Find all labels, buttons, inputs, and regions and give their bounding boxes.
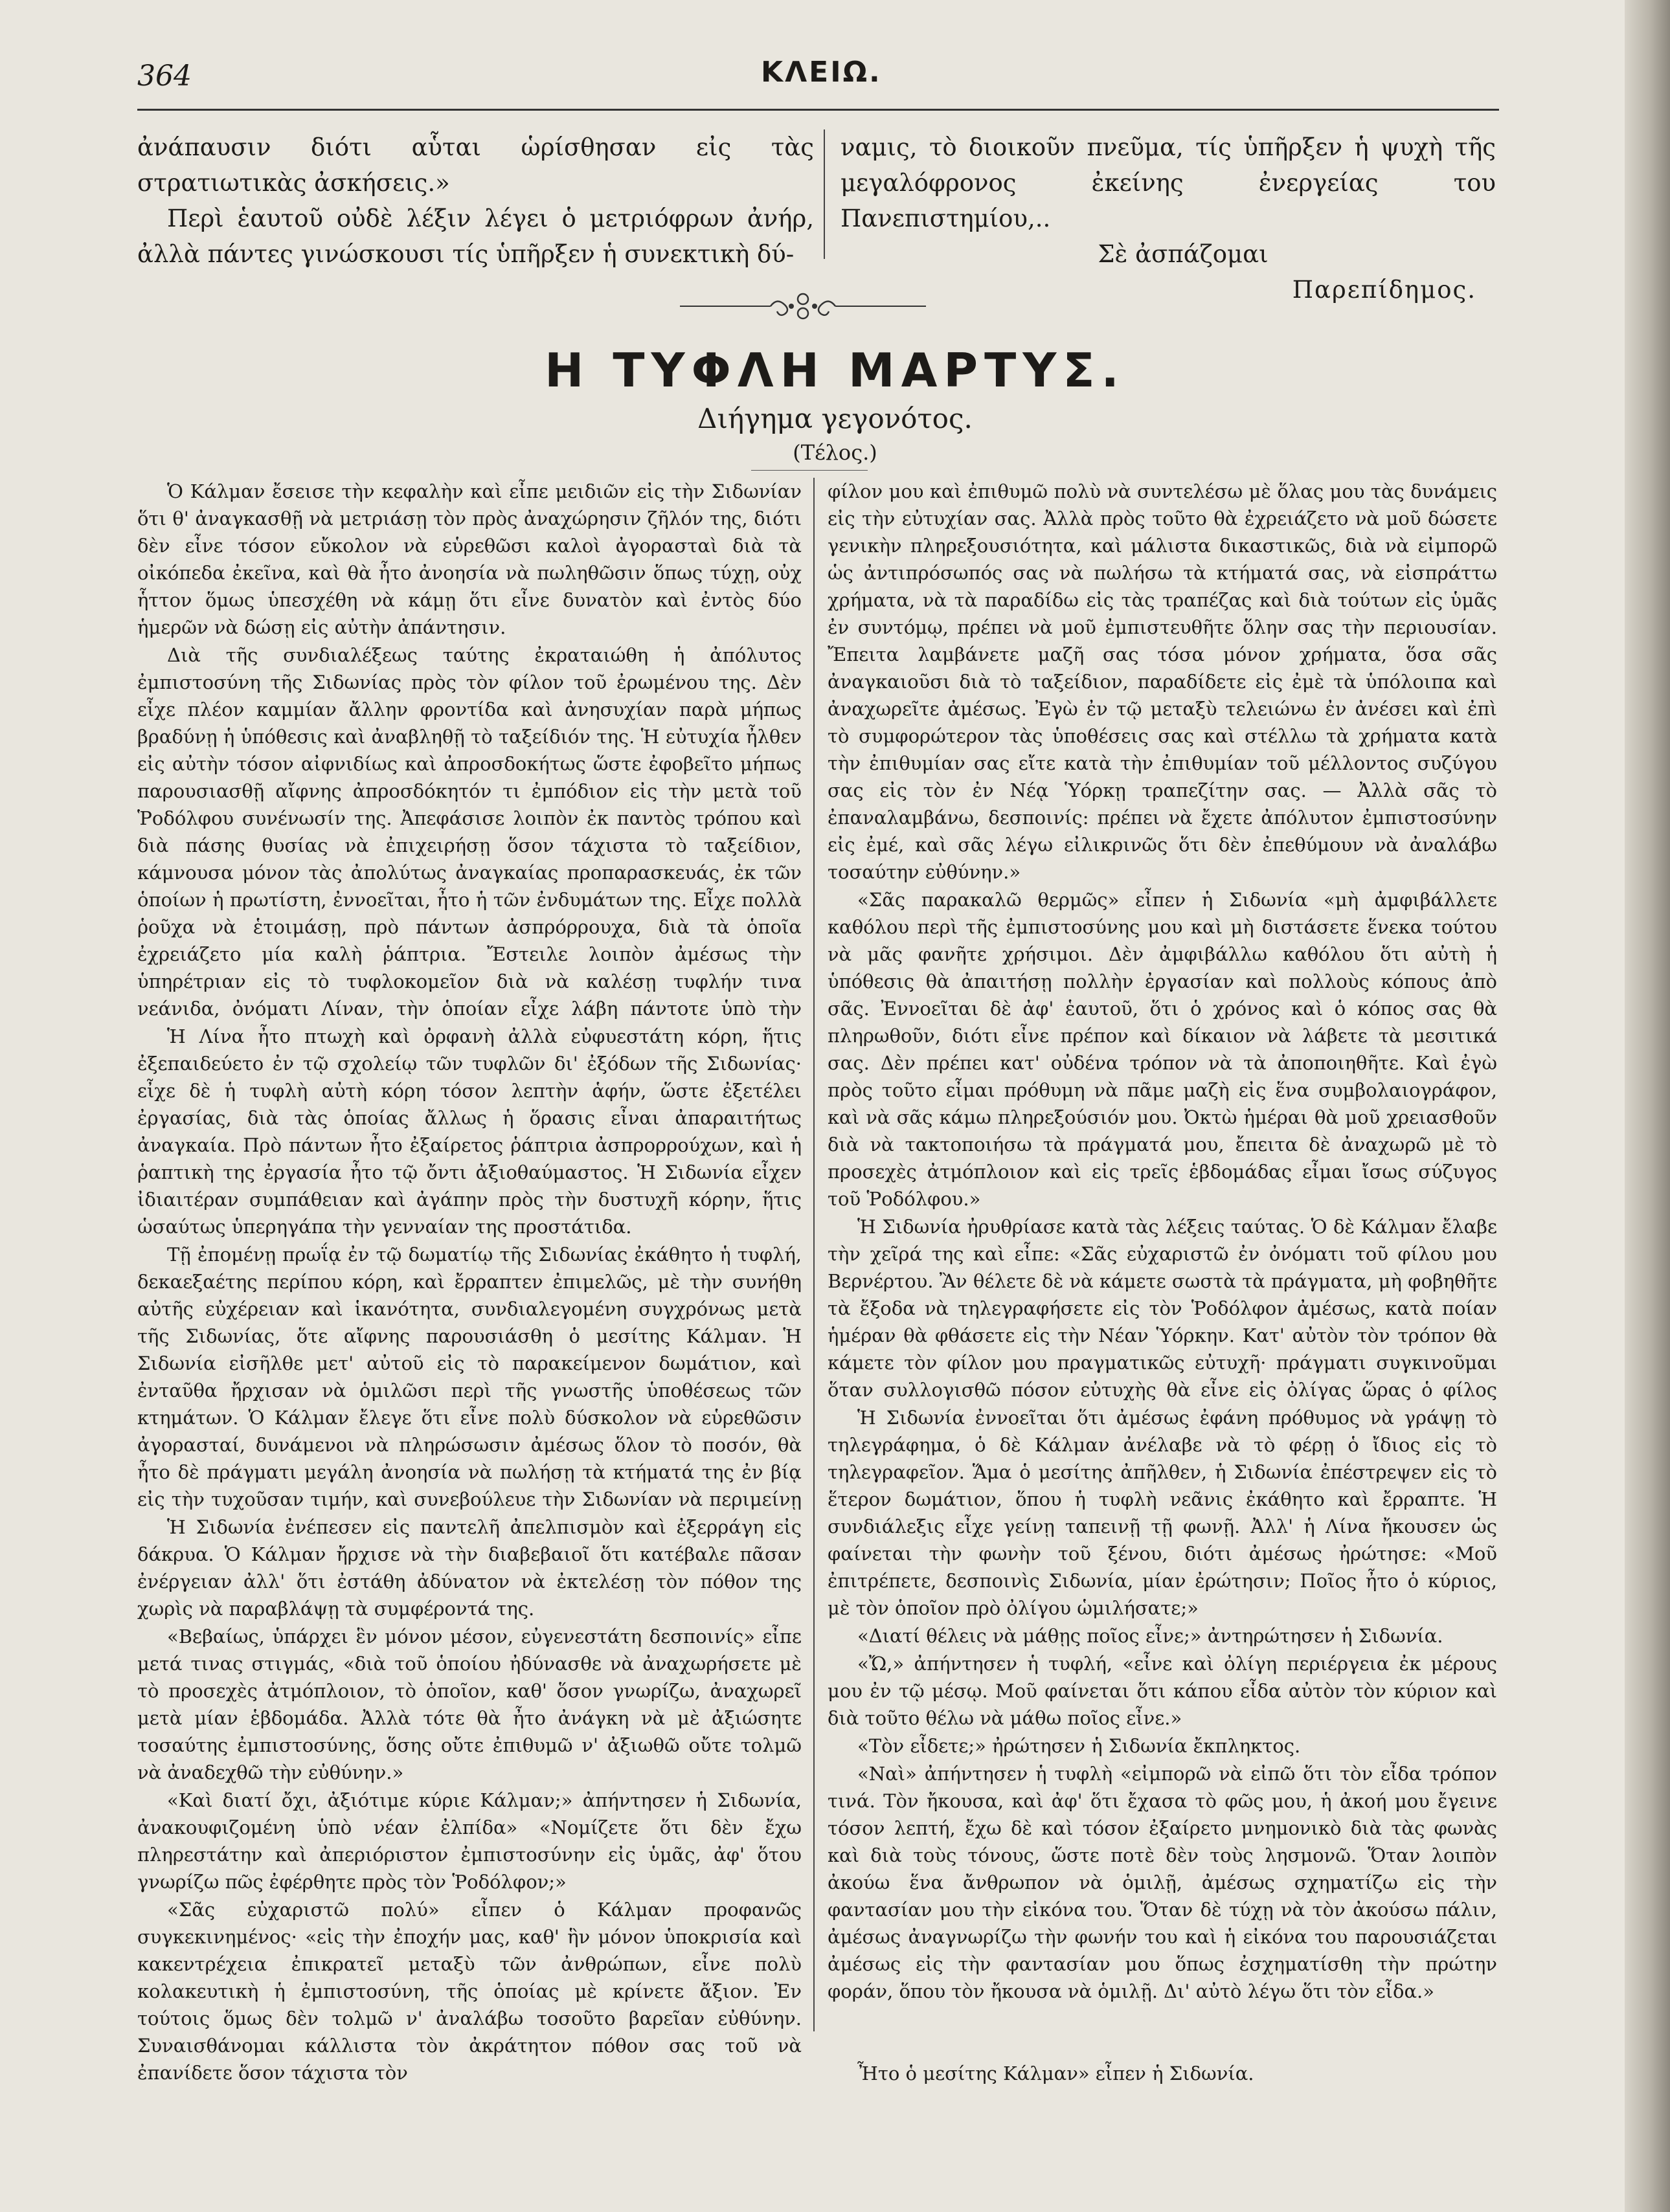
paragraph: «Τὸν εἶδετε;» ἠρώτησεν ἡ Σιδωνία ἔκπληκτος. [857, 1735, 1301, 1757]
article-subtitle: Διήγημα γεγονότος. [697, 403, 973, 434]
paragraph: Ὁ Κάλμαν ἔσεισε τὴν κεφαλὴν καὶ εἶπε μειδιῶν εἰς τὴν Σιδωνίαν ὅτι θ' ἀναγκασθῇ νὰ μετριάσῃ τὸν πρὸς ἀναχώρησιν ζῆλόν της, διότι δὲν εἶνε τόσον εὔκολον νὰ εὑρεθῶσι καλοὶ ἀγορασταὶ διὰ τὰ οἰκόπεδα ἐκεῖνα, καὶ θὰ ἦτο ἀνοησία νὰ πωληθῶσιν ὅπως τύχῃ, οὐχ ἧττον ὅμως ὑπεσχέθη νὰ κάμῃ ὅτι εἶνε δυνατὸν καὶ ἐντὸς δύο ἡμερῶν νὰ δώσῃ εἰς αὐτὴν ἀπάντησιν. [137, 480, 802, 638]
column-divider [813, 478, 815, 2031]
letter-greeting: Σὲ ἀσπάζομαι [1098, 240, 1269, 268]
article-title: Η ΤΥΦΛΗ ΜΑΡΤΥΣ. [545, 343, 1125, 397]
paragraph: «Σᾶς παρακαλῶ θερμῶς» εἶπεν ἡ Σιδωνία «μὴ ἀμφιβάλλετε καθόλου περὶ τῆς ἐμπιστοσύνης μου καὶ μὴ διστάσετε ἕνεκα τούτου νὰ μᾶς φανῆτε χρήσιμοι. Δὲν ἀμφιβάλλω καθόλου ὅτι αὐτὴ ἡ ὑπόθεσις θὰ ἀπαιτήσῃ πολλὴν ἐργασίαν καὶ πολλοὺς κόπους ἀπὸ σᾶς. Ἐννοεῖται δὲ ἀφ' ἑαυτοῦ, ὅτι ὁ χρόνος καὶ ὁ κόπος σας θὰ πληρωθοῦν, διότι εἶνε πρέπον καὶ δίκαιον νὰ λάβετε τὰ μεσιτικά σας. Δὲν πρέπει κατ' οὐδένα τρόπον νὰ τὰ ἀποποιηθῆτε. Καὶ ἐγὼ πρὸς τοῦτο εἶμαι πρόθυμη νὰ πᾶμε μαζὴ εἰς ἕνα συμβολαιογράφον, καὶ νὰ σᾶς κάμω πληρεξούσιόν μου. Ὀκτὼ ἡμέραι θὰ μοῦ χρειασθοῦν διὰ νὰ τακτοποιήσω τὰ πράγματά μου, ἔπειτα δὲ ἀναχωρῶ μὲ τὸ προσεχὲς ἀτμόπλοιον καὶ εἰς τρεῖς ἑβδομάδας εἶμαι ἴσως σύζυγος τοῦ Ῥοδόλφου.» [828, 889, 1497, 1210]
paragraph: Ἡ Λίνα ἦτο πτωχὴ καὶ ὀρφανὴ ἀλλὰ εὐφυεστάτη κόρη, ἥτις ἐξεπαιδεύετο ἐν τῷ σχολείῳ τῶν τυφλῶν δι' ἐξόδων τῆς Σιδωνίας· εἶχε δὲ ἡ τυφλὴ αὐτὴ κόρη τόσον λεπτὴν ἁφήν, ὥστε ἐξετέλει ἐργασίας, διὰ τὰς ὁποίας ἄλλως ἡ ὅρασις εἶναι ἀπαραιτήτως ἀναγκαία. Πρὸ πάντων ἦτο ἐξαίρετος ῥάπτρια ἀσπρορρούχων, καὶ ἡ ῥαπτικὴ της ἐργασία ἦτο τῷ ὄντι ἀξιοθαύμαστος. Ἡ Σιδωνία εἶχεν ἰδιαιτέραν συμπάθειαν καὶ ἀγάπην πρὸς τὴν δυστυχῆ κόρην, ἥτις ὡσαύτως ὑπερηγάπα τὴν γενναίαν της προστάτιδα. [137, 1025, 802, 1238]
paragraph: Τῇ ἐπομένῃ πρωΐᾳ ἐν τῷ δωματίῳ τῆς Σιδωνίας ἐκάθητο ἡ τυφλή, δεκαεξαέτης περίπου κόρη, καὶ ἔρραπτεν ἐπιμελῶς, μὲ τὴν συνήθη αὐτῆς εὐχέρειαν καὶ ἱκανότητα, συνδιαλεγομένη συγχρόνως μετὰ τῆς Σιδωνίας, ὅτε αἴφνης παρουσιάσθη ὁ μεσίτης Κάλμαν. Ἡ Σιδωνία εἰσῆλθε μετ' αὐτοῦ εἰς τὸ παρακείμενον δωμάτιον, καὶ ἐνταῦθα ἤρχισαν νὰ ὁμιλῶσι περὶ τῆς γνωστῆς ὑποθέσεως τῶν κτημάτων. Ὁ Κάλμαν ἔλεγε ὅτι εἶνε πολὺ δύσκολον νὰ εὑρεθῶσιν ἀγορασταί, δυνάμενοι νὰ πληρώσωσιν ἀμέσως ὅλον τὸ ποσόν, θὰ ἦτο δὲ πράγματι μεγάλη ἀνοησία νὰ πωλήσῃ τὰ κτήματά της ἐν βίᾳ εἰς τὴν τυχοῦσαν τιμήν, καὶ συνεβούλευε τὴν Σιδωνίαν νὰ περιμείνῃ [137, 1244, 802, 1510]
paragraph: Διὰ τῆς συνδιαλέξεως ταύτης ἐκραταιώθη ἡ ἀπόλυτος ἐμπιστοσύνη τῆς Σιδωνίας πρὸς τὸν φίλον τοῦ ἐρωμένου της. Δὲν εἶχε πλέον καμμίαν ἄλλην φροντίδα καὶ ἀνησυχίαν παρὰ μήπως βραδύνῃ ἡ ὑπόθεσις καὶ ἀναβληθῇ τὸ ταξείδιόν της. Ἡ εὐτυχία ἦλθεν εἰς αὐτὴν τόσον αἰφνιδίως καὶ ἀπροσδοκήτως ὥστε ἐφοβεῖτο μήπως παρουσιασθῇ αἴφνης ἀπροσδόκητόν τι ἐμπόδιον εἰς τὴν μετὰ τοῦ Ῥοδόλφου συνένωσίν της. Ἀπεφάσισε λοιπὸν ἐκ παντὸς τρόπου καὶ διὰ πάσης θυσίας νὰ ἐπιχειρήσῃ ὅσον τάχιστα τὸ ταξείδιον, κάμνουσα μόνον τὰς ἀπολύτως ἀναγκαίας προπαρασκευάς, ἐκ τῶν ὁποίων ἡ πρωτίστη, ἐννοεῖται, ἦτο ἡ τῶν ἐνδυμάτων της. Εἶχε πολλὰ ῥοῦχα νὰ ἑτοιμάσῃ, πρὸ πάντων ἀσπρόρρουχα, διὰ τὰ ὁποῖα ἐχρειάζετο μία καλὴ ῥάπτρια. Ἔστειλε λοιπὸν ἀμέσως τὴν ὑπηρέτριαν εἰς τὸ τυφλοκομεῖον διὰ νὰ καλέσῃ τυφλήν τινα νεάνιδα, ὀνόματι Λίναν, τὴν ὁποίαν εἶχε λάβη πάντοτε ὑπὸ τὴν [137, 644, 802, 1020]
journal-title: ΚΛΕΙΩ. [761, 56, 882, 89]
paragraph: «Ὤ,» ἀπήντησεν ἡ τυφλή, «εἶνε καὶ ὀλίγη περιέργεια ἐκ μέρους μου ἐν τῷ μέσῳ. Μοῦ φαίνεται ὅτι κάπου εἶδα αὐτὸν τὸν κύριον καὶ διὰ τοῦτο θέλω νὰ μάθω ποῖος εἶνε.» [828, 1653, 1497, 1729]
previous-article-left [137, 129, 814, 272]
paragraph: ναμις, τὸ διοικοῦν πνεῦμα, τίς ὑπῆρξεν ἡ ψυχὴ τῆς μεγαλόφρονος ἐκείνης ἐνεργείας του Πανεπιστημίου,.. [841, 133, 1496, 232]
left-column [137, 478, 802, 2187]
page-number: 364 [137, 60, 192, 93]
paragraph: «Βεβαίως, ὑπάρχει ἓν μόνον μέσον, εὐγενεστάτη δεσποινίς» εἶπε μετά τινας στιγμάς, «διὰ τοῦ ὁποίου ἠδύνασθε νὰ ἀναχωρήσετε μὲ τὸ προσεχὲς ἀτμόπλοιον, τὸ ὁποῖον, καθ' ὅσον γνωρίζω, ἀναχωρεῖ μετὰ μίαν ἑβδομάδα. Ἀλλὰ τότε θὰ ἦτο ἀνάγκη νὰ μὲ ἀξιώσητε τοσαύτης ἐμπιστοσύνης, ὅσης οὔτε ἐπιθυμῶ ν' ἀξιωθῶ οὔτε τολμῶ νὰ ἀναδεχθῶ τὴν εὐθύνην.» [137, 1625, 802, 1783]
paragraph: Ἡ Σιδωνία ἠρυθρίασε κατὰ τὰς λέξεις ταύτας. Ὁ δὲ Κάλμαν ἔλαβε τὴν χεῖρά της καὶ εἶπε: «Σᾶς εὐχαριστῶ ἐν ὀνόματι τοῦ φίλου μου Βερνέρτου. Ἂν θέλετε δὲ νὰ κάμετε σωστὰ τὰ πράγματα, μὴ φοβηθῆτε τὰ ἔξοδα νὰ τηλεγραφήσετε εἰς τὸν Ῥοδόλφον ἀμέσως, κατὰ ποίαν ἡμέραν θὰ φθάσετε εἰς τὴν Νέαν Ὑόρκην. Κατ' αὐτὸν τὸν τρόπον θὰ κάμετε τὸν φίλον μου πραγματικῶς εὐτυχῆ· πράγματι συγκινοῦμαι ὅταν συλλογισθῶ πόσον εὐτυχὴς θὰ εἶνε εἰς ὀλίγας ὥρας ὁ φίλος [828, 1216, 1497, 1401]
previous-article-right [841, 129, 1496, 307]
paragraph: φίλον μου καὶ ἐπιθυμῶ πολὺ νὰ συντελέσω μὲ ὅλας μου τὰς δυνάμεις εἰς τὴν εὐτυχίαν σας. Ἀλλὰ πρὸς τοῦτο θὰ ἐχρειάζετο νὰ μοῦ δώσετε γενικὴν πληρεξουσιότητα, καὶ μάλιστα δικαστικῶς, διὰ νὰ εἰμπορῶ ὡς ἀντιπρόσωπός σας νὰ πωλήσω τὰ κτήματά σας, νὰ εἰσπράττω χρήματα, νὰ τὰ παραδίδω εἰς τὰς τραπέζας καὶ διὰ τούτων εἰς ὑμᾶς ἐν συντόμῳ, πρέπει νὰ μοῦ ἐμπιστευθῆτε ὅλην σας τὴν περιουσίαν. Ἔπειτα λαμβάνετε μαζῆ σας τόσα μόνον χρήματα, ὅσα σᾶς ἀναγκαιοῦσι διὰ τὸ ταξείδιον, παραδίδετε εἰς ἐμὲ τὰ ὑπόλοιπα καὶ ἀναχωρεῖτε ἀμέσως. Ἐγὼ ἐν τῷ μεταξὺ τελειώνω ἐν ἀνέσει καὶ ἐπὶ τὸ συμφορώτερον τὰς ὑποθέσεις σας καὶ στέλλω τὰ χρήματα κατὰ τὴν ἐπιθυμίαν σας εἴτε κατὰ τὴν ἐπιθυμίαν τοῦ μέλλοντος συζύγου σας εἰς τὸν ἐν Νέᾳ Ὑόρκῃ τραπεζίτην σας. — Ἀλλὰ σᾶς τὸ ἐπαναλαμβάνω, δεσποινίς: πρέπει νὰ ἔχετε ἀπόλυτον ἐμπιστοσύνην εἰς ἐμέ, καὶ σᾶς λέγω εἰλικρινῶς ὅτι δὲν ἐπεθύμουν νὰ ἀναλάβω τοσαύτην εὐθύνην.» [828, 480, 1497, 883]
paragraph: «Σᾶς εὐχαριστῶ πολύ» εἶπεν ὁ Κάλμαν προφανῶς συγκεκινημένος· «εἰς τὴν ἐποχήν μας, καθ' ἣν μόνον ὑποκρισία καὶ κακεντρέχεια ἐπικρατεῖ μεταξὺ τῶν ἀνθρώπων, εἶνε πολὺ κολακευτικὴ ἡ ἐμπιστοσύνη, τῆς ὁποίας μὲ κρίνετε ἄξιον. Ἐν τούτοις ὅμως δὲν τολμῶ ν' ἀναλάβω τοσοῦτο βαρεῖαν εὐθύνην. Συναισθάνομαι κάλλιστα τὸν ἀκράτητον πόθον σας τοῦ νὰ ἐπανίδετε ὅσον τάχιστα τὸν [137, 1899, 802, 2084]
article-end-note: (Τέλος.) [793, 440, 877, 465]
header-rule [137, 109, 1499, 111]
ornament-divider [680, 290, 926, 322]
paragraph: Ἦτο ὁ μεσίτης Κάλμαν» εἶπεν ἡ Σιδωνία. [857, 2062, 1254, 2084]
paragraph: «Ναὶ» ἀπήντησεν ἡ τυφλὴ «εἰμπορῶ νὰ εἰπῶ ὅτι τὸν εἶδα τρόπον τινά. Τὸν ἤκουσα, καὶ ἀφ' ὅτι ἔχασα τὸ φῶς μου, ἡ ἀκοή μου ἔγεινε τόσον λεπτή, ἔχω δὲ καὶ τόσον ἐξαίρετο μνημονικὸ διὰ τὰς φωνὰς καὶ διὰ τοὺς τόνους, ὥστε ποτὲ δὲν τοὺς λησμονῶ. Ὅταν λοιπὸν ἀκούω ἕνα ἄνθρωπον νὰ ὁμιλῇ, ἀμέσως σχηματίζω εἰς τὴν φαντασίαν μου τὴν εἰκόνα του. Ὅταν δὲ τύχῃ νὰ τὸν ἀκούσω πάλιν, ἀμέσως ἀναγνωρίζω τὴν φωνήν του καὶ ἡ εἰκόνα του παρουσιάζεται ἀμέσως εἰς τὴν φαντασίαν μου ὅπως ἐσχηματίσθη τὴν πρώτην φοράν, ὅπου τὸν ἤκουσα νὰ ὁμιλῇ. Δι' αὐτὸ λέγω ὅτι τὸν εἶδα.» [828, 1763, 1497, 2002]
right-column [828, 478, 1497, 2187]
paragraph: Ἡ Σιδωνία ἐννοεῖται ὅτι ἀμέσως ἐφάνη πρόθυμος νὰ γράψῃ τὸ τηλεγράφημα, ὁ δὲ Κάλμαν ἀνέλαβε νὰ τὸ φέρῃ ὁ ἴδιος εἰς τὸ τηλεγραφεῖον. Ἅμα ὁ μεσίτης ἀπῆλθεν, ἡ Σιδωνία ἐπέστρεψεν εἰς τὸ ἕτερον δωμάτιον, ὅπου ἡ τυφλὴ νεᾶνις ἐκάθητο καὶ ἔρραπτε. Ἡ συνδιάλεξις εἶχε γείνῃ ταπεινῇ τῇ φωνῇ. Ἀλλ' ἡ Λίνα ἤκουσεν ὡς φαίνεται τὴν φωνὴν τοῦ ξένου, διότι ἀμέσως ἠρώτησε: «Μοῦ ἐπιτρέπετε, δεσποινὶς Σιδωνία, μίαν ἐρώτησιν; Ποῖος ἦτο ὁ κύριος, μὲ τὸν ὁποῖον πρὸ ὀλίγου ὡμιλήσατε;» [828, 1407, 1497, 1619]
paragraph: Περὶ ἑαυτοῦ οὐδὲ λέξιν λέγει ὁ μετριόφρων ἀνήρ, ἀλλὰ πάντες γινώσκουσι τίς ὑπῆρξεν ἡ συνεκτικὴ δύ- [137, 205, 814, 268]
paragraph: «Διατί θέλεις νὰ μάθῃς ποῖος εἶνε;» ἀντηρώτησεν ἡ Σιδωνία. [857, 1625, 1443, 1647]
column-divider-top [824, 129, 825, 259]
subtitle-rule [751, 470, 868, 471]
paragraph: «Καὶ διατί ὄχι, ἀξιότιμε κύριε Κάλμαν;» ἀπήντησεν ἡ Σιδωνία, ἀνακουφιζομένη ὑπὸ νέαν ἐλπίδα» «Νομίζετε ὅτι δὲν ἔχω πληρεστάτην καὶ ἀπεριόριστον ἐμπιστοσύνην εἰς ὑμᾶς, ἀφ' ὅτου γνωρίζω πῶς ἐφέρθητε πρὸς τὸν Ῥοδόλφον;» [137, 1789, 802, 1893]
letter-signature: Παρεπίδημος. [1292, 276, 1476, 304]
paragraph: Ἡ Σιδωνία ἐνέπεσεν εἰς παντελῆ ἀπελπισμὸν καὶ ἐξερράγη εἰς δάκρυα. Ὁ Κάλμαν ἤρχισε νὰ τὴν διαβεβαιοῖ ὅτι κατέβαλε πᾶσαν ἐνέργειαν ἀλλ' ὅτι ἐστάθη ἀδύνατον νὰ ἐκτελέσῃ τὸν πόθον της χωρὶς νὰ παραβλάψῃ τὰ συμφέροντά της. [137, 1516, 802, 1620]
paragraph: ἀνάπαυσιν διότι αὗται ὡρίσθησαν εἰς τὰς στρατιωτικὰς ἀσκήσεις.» [137, 133, 814, 197]
book-spine-shadow [1625, 0, 1670, 2212]
